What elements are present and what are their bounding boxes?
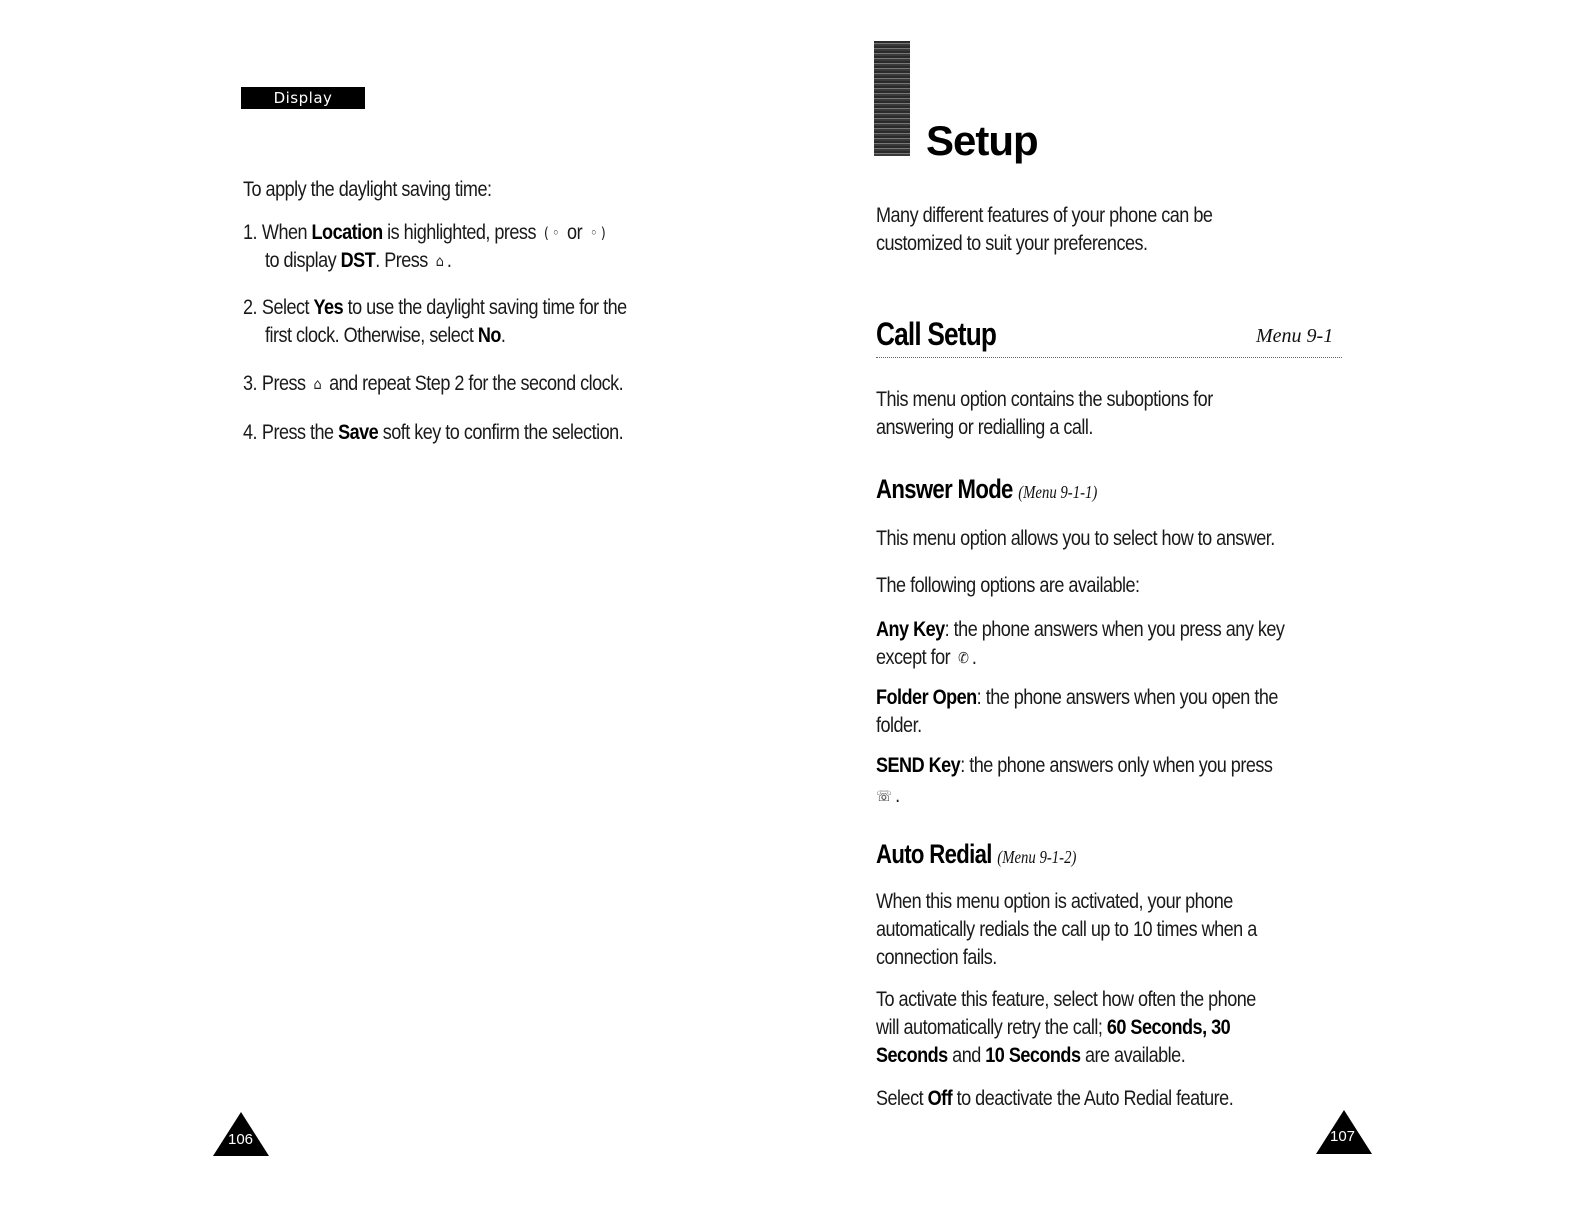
- section-divider: [876, 357, 1342, 358]
- option-folder-open-line-2: folder.: [876, 714, 922, 737]
- chapter-marker-bar: [874, 41, 910, 156]
- answer-mode-p1: This menu option allows you to select how to answer.: [876, 527, 1275, 550]
- auto-redial-p2-line-2: will automatically retry the call; 60 Seconds, 30: [876, 1016, 1231, 1039]
- chapter-intro-line-2: customized to suit your preferences.: [876, 232, 1148, 255]
- subsection-menu-ref: (Menu 9-1-2): [997, 847, 1077, 867]
- send-key-icon: ☏: [876, 786, 892, 805]
- auto-redial-p1-line-2: automatically redials the call up to 10 times when a: [876, 918, 1257, 941]
- auto-redial-p2-line-1: To activate this feature, select how often the phone: [876, 988, 1256, 1011]
- step-2-line-2: first clock. Otherwise, select No.: [265, 324, 506, 347]
- option-send-key-line-2: ☏ .: [876, 784, 900, 807]
- auto-redial-p1-line-3: connection fails.: [876, 946, 997, 969]
- section-intro-line-1: This menu option contains the suboptions for: [876, 388, 1213, 411]
- step-2: 2. Select Yes to use the daylight saving time for the: [243, 294, 627, 322]
- answer-mode-p2: The following options are available:: [876, 574, 1140, 597]
- chapter-title: Setup: [926, 117, 1038, 164]
- option-send-key: SEND Key: the phone answers only when you press: [876, 754, 1273, 777]
- ok-key-icon: ⌂: [313, 374, 322, 393]
- step-number: 3.: [243, 372, 258, 395]
- option-any-key: Any Key: the phone answers when you press any key: [876, 618, 1285, 641]
- auto-redial-p3: Select Off to deactivate the Auto Redial feature.: [876, 1087, 1234, 1110]
- step-number: 2.: [243, 296, 258, 319]
- step-3: 3. Press ⌂ and repeat Step 2 for the second clock.: [243, 370, 623, 398]
- auto-redial-p2-line-3: Seconds and 10 Seconds are available.: [876, 1044, 1186, 1067]
- nav-right-key-icon: ◦ ): [590, 223, 606, 242]
- ok-key-icon: ⌂: [435, 251, 444, 270]
- option-folder-open: Folder Open: the phone answers when you open the: [876, 686, 1278, 709]
- nav-left-key-icon: ( ◦: [543, 223, 560, 242]
- subsection-title-auto-redial: Auto Redial (Menu 9-1-2): [876, 839, 1077, 869]
- section-menu-ref: Menu 9-1: [1256, 325, 1334, 347]
- page-number-right: 107: [1330, 1128, 1356, 1145]
- chapter-intro-line-1: Many different features of your phone can be: [876, 204, 1213, 227]
- end-key-icon: ✆: [958, 648, 969, 667]
- option-any-key-line-2: except for ✆ .: [876, 646, 977, 669]
- subsection-menu-ref: (Menu 9-1-1): [1018, 482, 1098, 502]
- daylight-intro: To apply the daylight saving time:: [243, 178, 492, 201]
- auto-redial-p1-line-1: When this menu option is activated, your phone: [876, 890, 1233, 913]
- subsection-title-answer-mode: Answer Mode (Menu 9-1-1): [876, 474, 1098, 504]
- step-4: 4. Press the Save soft key to confirm the selection.: [243, 419, 623, 447]
- step-number: 1.: [243, 221, 258, 244]
- section-intro-line-2: answering or redialling a call.: [876, 416, 1093, 439]
- step-1: 1. When Location is highlighted, press ( ◦ or ◦ ): [243, 219, 609, 247]
- step-1-line-2: to display DST. Press ⌂ .: [265, 249, 452, 272]
- section-tab-display: Display: [241, 87, 365, 109]
- page-number-left: 106: [228, 1131, 254, 1148]
- section-title-call-setup: Call Setup: [876, 316, 997, 352]
- step-number: 4.: [243, 421, 258, 444]
